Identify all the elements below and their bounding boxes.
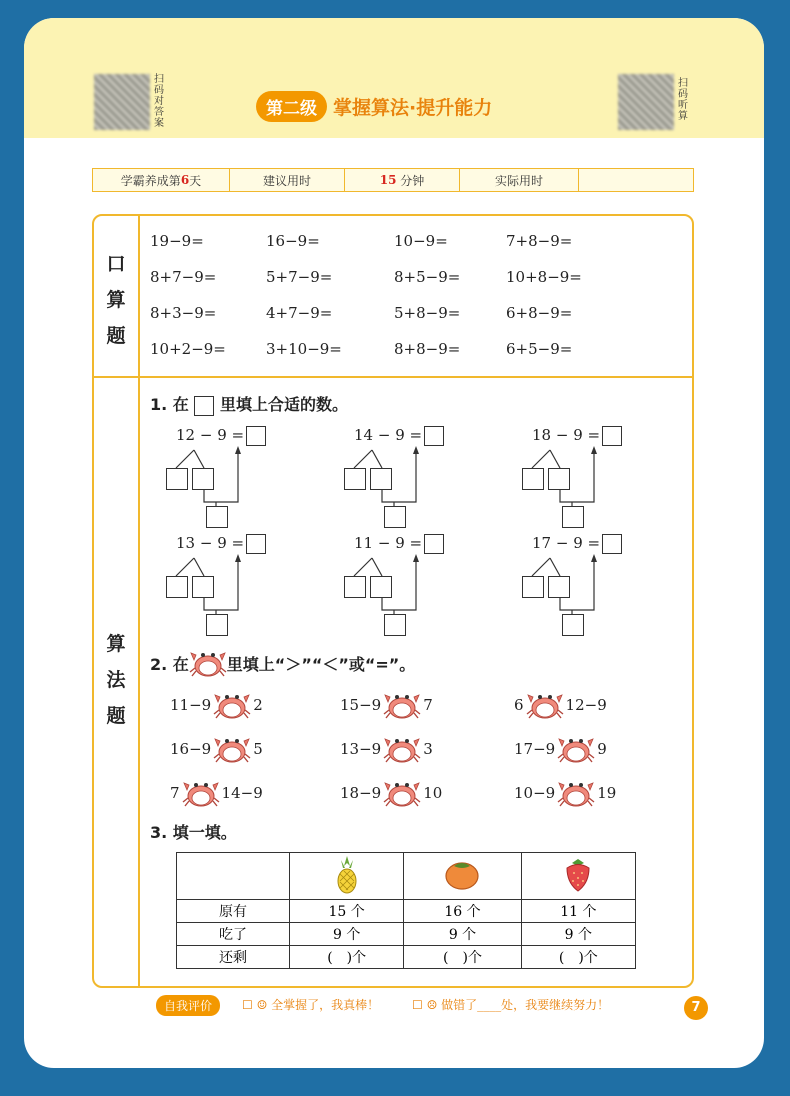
crab-icon <box>189 648 227 678</box>
crab-answer-icon[interactable] <box>213 690 251 720</box>
compare-problem <box>170 690 263 720</box>
equation-text: 13 − 9 = <box>176 534 245 552</box>
actual-time-field[interactable] <box>579 169 693 191</box>
q2-title <box>150 648 415 678</box>
table-cell: 11 个 <box>521 900 635 923</box>
side-char: 法 <box>106 669 126 691</box>
compare-problem <box>340 690 433 720</box>
eval-option-retry[interactable]: ☐ ☹ 做错了____处，我要继续努力！ <box>412 998 610 1012</box>
oral-problem: 6+5−9= <box>506 340 573 358</box>
q1-title-b: 里填上合适的数。 <box>219 395 348 414</box>
side-char: 算 <box>106 289 126 311</box>
oral-problem: 16−9= <box>266 232 320 250</box>
qr-right-label: 扫码听算 <box>678 78 688 122</box>
crab-answer-icon[interactable] <box>383 734 421 764</box>
equation-text: 18 − 9 = <box>532 426 601 444</box>
page-number: 7 <box>684 996 708 1020</box>
decomposition-problem <box>512 426 632 536</box>
exercise-box <box>92 214 694 988</box>
oral-problem: 8+5−9= <box>394 268 461 286</box>
q2-title-a: 2. 在 <box>150 654 189 674</box>
compare-right: 5 <box>253 740 263 758</box>
suggest-number: 15 <box>379 173 397 187</box>
oral-problem: 8+3−9= <box>150 304 217 322</box>
answer-cell[interactable]: ( )个 <box>404 946 521 969</box>
side-char: 题 <box>106 325 126 347</box>
compare-problem <box>340 734 433 764</box>
equation-text: 12 − 9 = <box>176 426 245 444</box>
answer-box[interactable] <box>562 506 584 528</box>
compare-problem <box>514 778 616 808</box>
table-cell: 9 个 <box>521 923 635 946</box>
compare-right: 7 <box>423 696 433 714</box>
oral-problem: 5+8−9= <box>394 304 461 322</box>
oral-side-label <box>94 246 138 354</box>
suggest-label: 建议用时 <box>230 169 345 191</box>
compare-left: 7 <box>170 784 180 802</box>
compare-right: 2 <box>253 696 263 714</box>
page-title <box>256 90 492 122</box>
workbook-page <box>24 18 764 1068</box>
answer-box[interactable] <box>522 468 544 490</box>
decomposition-problem <box>156 534 276 644</box>
answer-box[interactable] <box>192 576 214 598</box>
side-char: 算 <box>106 633 126 655</box>
oral-problem: 6+8−9= <box>506 304 573 322</box>
decomposition-problem <box>512 534 632 644</box>
table-cell: 9 个 <box>404 923 521 946</box>
decomposition-problem <box>334 426 454 536</box>
day-cell <box>93 169 230 191</box>
row-label: 吃了 <box>177 923 290 946</box>
equation-text: 14 − 9 = <box>354 426 423 444</box>
oral-problem: 8+8−9= <box>394 340 461 358</box>
time-bar <box>92 168 694 192</box>
compare-problem <box>514 734 607 764</box>
answer-box[interactable] <box>384 614 406 636</box>
compare-right: 12−9 <box>565 696 607 714</box>
compare-right: 9 <box>597 740 607 758</box>
suggest-time <box>345 169 460 191</box>
answer-box[interactable] <box>192 468 214 490</box>
answer-box[interactable] <box>206 506 228 528</box>
qr-code-left-icon[interactable] <box>94 74 150 130</box>
q1-title-a: 1. 在 <box>150 395 189 414</box>
oral-problem: 7+8−9= <box>506 232 573 250</box>
page-header <box>24 18 764 138</box>
compare-left: 13−9 <box>340 740 382 758</box>
suggest-unit: 分钟 <box>400 173 425 188</box>
persimmon-icon <box>404 853 521 900</box>
compare-right: 19 <box>597 784 617 802</box>
qr-code-right-icon[interactable] <box>618 74 674 130</box>
row-label: 还剩 <box>177 946 290 969</box>
table-cell: 16 个 <box>404 900 521 923</box>
q2-title-b: 里填上“＞”“＜”或“=”。 <box>226 654 416 674</box>
answer-box[interactable] <box>344 576 366 598</box>
answer-box[interactable] <box>206 614 228 636</box>
crab-answer-icon[interactable] <box>383 690 421 720</box>
crab-answer-icon[interactable] <box>526 690 564 720</box>
crab-answer-icon[interactable] <box>557 778 595 808</box>
compare-right: 14−9 <box>221 784 263 802</box>
answer-box[interactable] <box>548 468 570 490</box>
day-prefix: 学霸养成第 <box>120 173 181 188</box>
fruit-table <box>176 852 636 969</box>
crab-answer-icon[interactable] <box>213 734 251 764</box>
compare-left: 16−9 <box>170 740 212 758</box>
oral-problem: 5+7−9= <box>266 268 333 286</box>
oral-problem: 10−9= <box>394 232 448 250</box>
strawberry-icon <box>521 853 635 900</box>
table-corner <box>177 853 290 900</box>
row-label: 原有 <box>177 900 290 923</box>
crab-answer-icon[interactable] <box>557 734 595 764</box>
day-number: 6 <box>180 173 190 187</box>
answer-box[interactable] <box>562 614 584 636</box>
oral-problem: 8+7−9= <box>150 268 217 286</box>
qr-left-label: 扫码对答案 <box>154 74 164 129</box>
oral-problem: 3+10−9= <box>266 340 342 358</box>
table-row <box>177 923 636 946</box>
table-cell: 9 个 <box>290 923 404 946</box>
compare-problem <box>170 734 263 764</box>
compare-problem <box>170 778 263 808</box>
eval-option-good[interactable]: ☐ ☺ 全掌握了，我真棒！ <box>242 998 380 1012</box>
table-row <box>177 946 636 969</box>
answer-cell[interactable]: ( )个 <box>290 946 404 969</box>
oral-problem: 10+8−9= <box>506 268 582 286</box>
compare-right: 10 <box>423 784 443 802</box>
pineapple-icon <box>290 853 404 900</box>
table-cell: 15 个 <box>290 900 404 923</box>
title-text: 掌握算法·提升能力 <box>333 96 493 119</box>
equation-text: 11 − 9 = <box>354 534 423 552</box>
answer-box[interactable] <box>166 576 188 598</box>
compare-left: 17−9 <box>514 740 556 758</box>
day-suffix: 天 <box>189 173 202 188</box>
decomposition-problem <box>334 534 454 644</box>
answer-box[interactable] <box>384 506 406 528</box>
compare-left: 10−9 <box>514 784 556 802</box>
actual-label: 实际用时 <box>460 169 579 191</box>
equation-text: 17 − 9 = <box>532 534 601 552</box>
q3-title: 3. 填一填。 <box>150 823 237 842</box>
table-row <box>177 900 636 923</box>
table-row <box>177 853 636 900</box>
answer-box[interactable] <box>370 576 392 598</box>
compare-left: 11−9 <box>170 696 212 714</box>
compare-problem <box>514 690 607 720</box>
side-char: 题 <box>106 705 126 727</box>
answer-box[interactable] <box>166 468 188 490</box>
oral-problem: 19−9= <box>150 232 204 250</box>
answer-cell[interactable]: ( )个 <box>521 946 635 969</box>
q1-title <box>150 392 348 416</box>
compare-problem <box>340 778 442 808</box>
side-char: 口 <box>106 253 126 275</box>
algo-side-label <box>94 626 138 734</box>
crab-answer-icon[interactable] <box>182 778 220 808</box>
compare-right: 3 <box>423 740 433 758</box>
section-divider <box>94 376 692 378</box>
compare-left: 18−9 <box>340 784 382 802</box>
oral-problem: 10+2−9= <box>150 340 226 358</box>
answer-box[interactable] <box>548 576 570 598</box>
page-footer <box>24 988 764 1028</box>
answer-box[interactable] <box>370 468 392 490</box>
compare-left: 6 <box>514 696 524 714</box>
decomposition-problem <box>156 426 276 536</box>
level-badge: 第二级 <box>256 91 327 122</box>
answer-box[interactable] <box>344 468 366 490</box>
crab-answer-icon[interactable] <box>383 778 421 808</box>
oral-problem: 4+7−9= <box>266 304 333 322</box>
answer-box-icon <box>194 396 214 416</box>
answer-box[interactable] <box>522 576 544 598</box>
self-eval-badge: 自我评价 <box>156 995 220 1016</box>
compare-left: 15−9 <box>340 696 382 714</box>
